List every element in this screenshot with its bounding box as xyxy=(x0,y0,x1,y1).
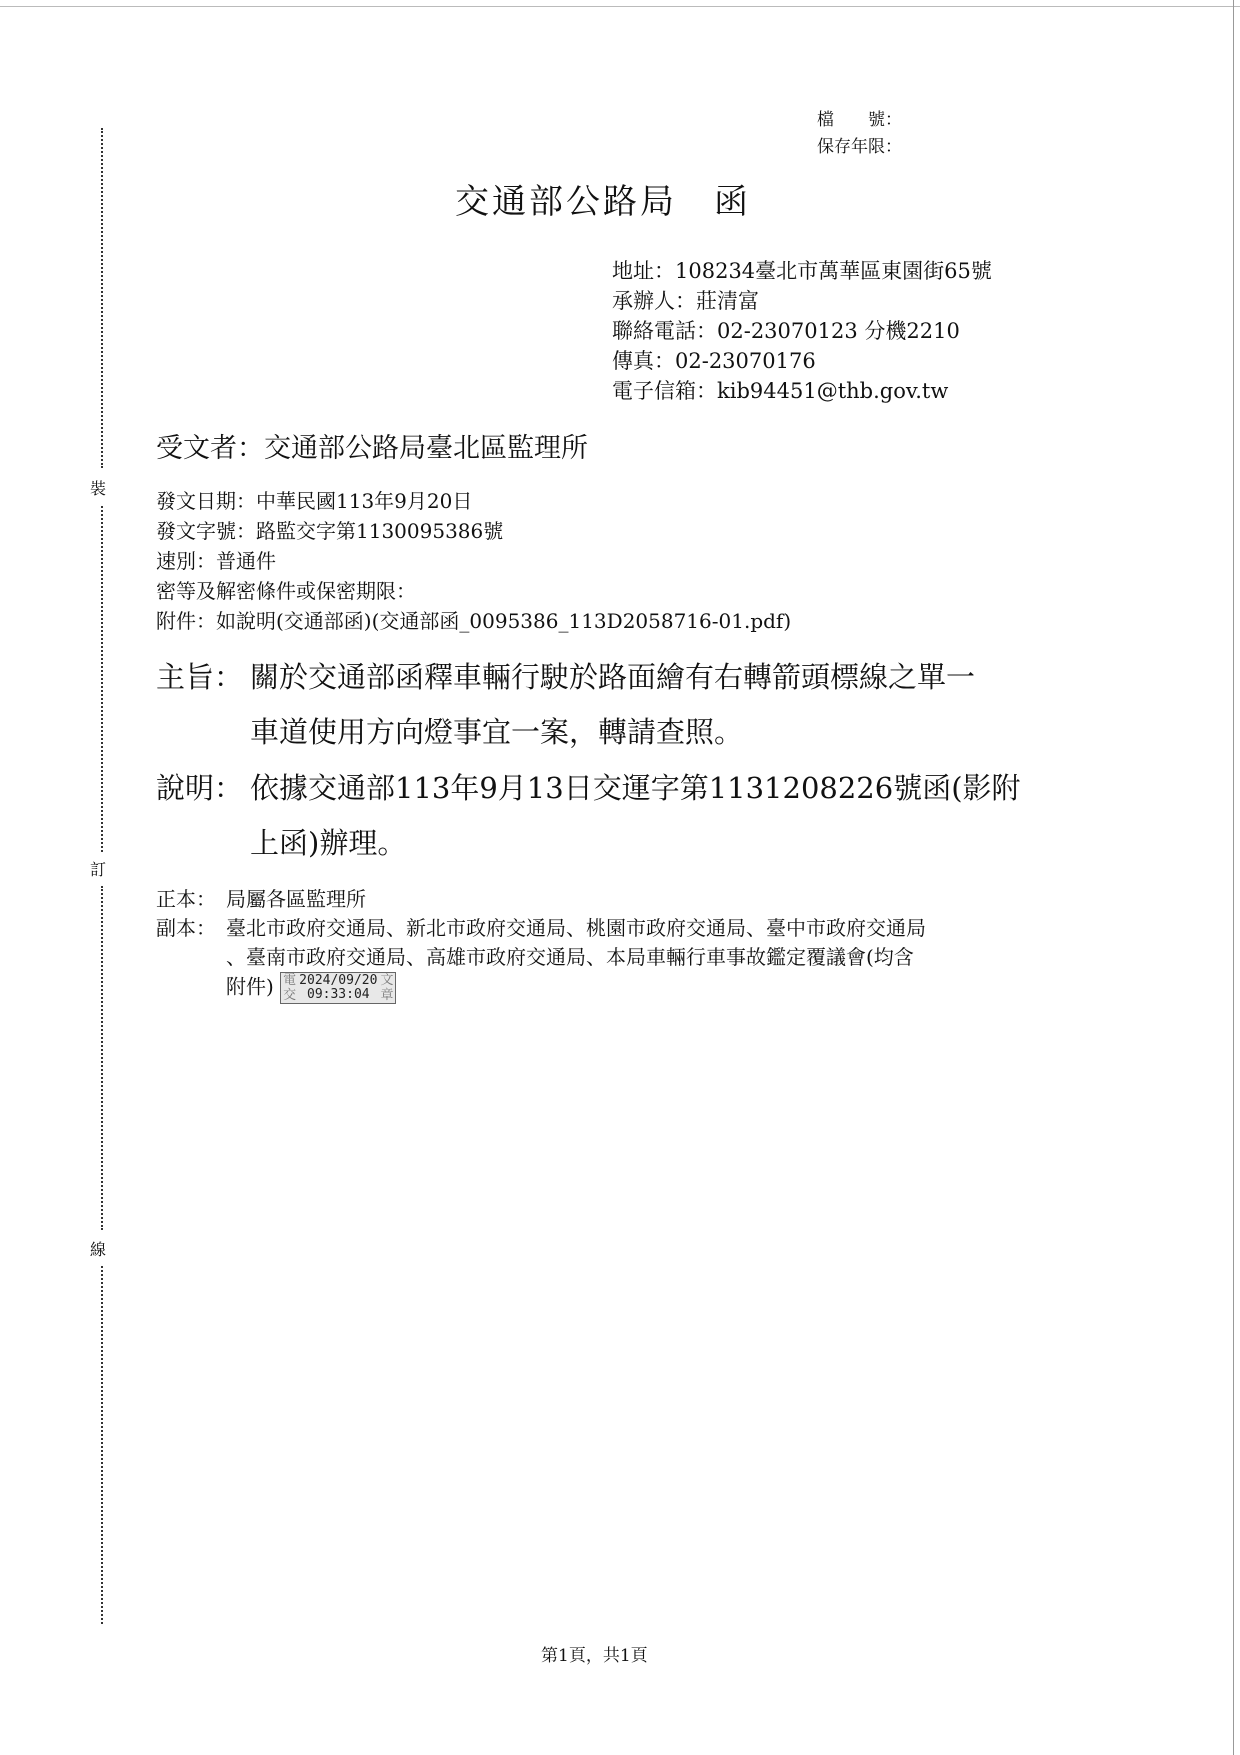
binding-mark-zhuang: 裝 xyxy=(90,479,107,498)
sender-email: 電子信箱：kib94451@thb.gov.tw xyxy=(612,379,949,403)
sender-address: 地址：108234臺北市萬華區東園街65號 xyxy=(612,259,992,283)
stamp-time: 09:33:04 xyxy=(307,987,370,1002)
copy-line-3-text: 附件) xyxy=(226,974,274,999)
stamp-char: 電 xyxy=(283,973,297,988)
stamp-char: 交 xyxy=(283,988,297,1003)
subject-label: 主旨： xyxy=(156,660,244,694)
attachment: 附件：如說明(交通部函)(交通部函_0095386_113D2058716-01.pdf) xyxy=(156,609,792,633)
stamp-char: 文 xyxy=(380,973,394,988)
explanation-label: 說明： xyxy=(156,771,244,805)
retention-period-label: 保存年限： xyxy=(817,137,902,157)
copy-line-2: 、臺南市政府交通局、高雄市政府交通局、本局車輛行車事故鑑定覆議會(均含 xyxy=(226,945,914,969)
copy-line-3 xyxy=(226,972,926,1004)
stamp-char: 章 xyxy=(380,988,394,1003)
distribution-original: 局屬各區監理所 xyxy=(226,887,366,911)
binding-dotted-line xyxy=(101,128,103,468)
distribution-copy xyxy=(226,914,926,1004)
scan-top-edge xyxy=(0,6,1240,7)
secrecy-level: 密等及解密條件或保密期限： xyxy=(156,579,416,603)
document-title: 交通部公路局 函 xyxy=(455,182,751,222)
subject-line-1: 關於交通部函釋車輛行駛於路面繪有右轉箭頭標線之單一 xyxy=(250,660,976,694)
file-number-label: 檔 號： xyxy=(817,110,902,130)
scan-right-edge xyxy=(1233,0,1234,1755)
recipient: 受文者：交通部公路局臺北區監理所 xyxy=(156,433,588,464)
delivery-speed: 速別：普通件 xyxy=(156,549,276,573)
electronic-exchange-stamp xyxy=(280,972,396,1004)
binding-dotted-line xyxy=(101,1266,103,1624)
binding-mark-xian: 線 xyxy=(90,1240,107,1259)
sender-info xyxy=(612,256,992,406)
binding-mark-ding: 訂 xyxy=(90,860,107,879)
subject-text xyxy=(250,650,975,760)
document-info xyxy=(156,486,791,636)
explanation-line-1: 依據交通部113年9月13日交運字第1131208226號函(影附 xyxy=(250,771,1021,805)
issue-date: 發文日期：中華民國113年9月20日 xyxy=(156,489,473,513)
distribution-copy-label: 副本： xyxy=(156,916,216,940)
archive-info xyxy=(817,107,902,161)
subject-line-2: 車道使用方向燈事宜一案，轉請查照。 xyxy=(250,715,744,749)
page-number: 第1頁，共1頁 xyxy=(541,1646,648,1666)
distribution-original-label: 正本： xyxy=(156,887,216,911)
sender-handler: 承辦人：莊清富 xyxy=(612,289,759,313)
explanation-line-2: 上函)辦理。 xyxy=(250,826,407,860)
sender-phone: 聯絡電話：02-23070123 分機2210 xyxy=(612,319,960,343)
document-number: 發文字號：路監交字第1130095386號 xyxy=(156,519,504,543)
sender-fax: 傳真：02-23070176 xyxy=(612,349,816,373)
binding-dotted-line xyxy=(101,886,103,1230)
copy-line-1: 臺北市政府交通局、新北市政府交通局、桃園市政府交通局、臺中市政府交通局 xyxy=(226,916,926,940)
stamp-date: 2024/09/20 xyxy=(299,973,378,988)
binding-dotted-line xyxy=(101,506,103,852)
explanation-text xyxy=(250,761,1021,871)
